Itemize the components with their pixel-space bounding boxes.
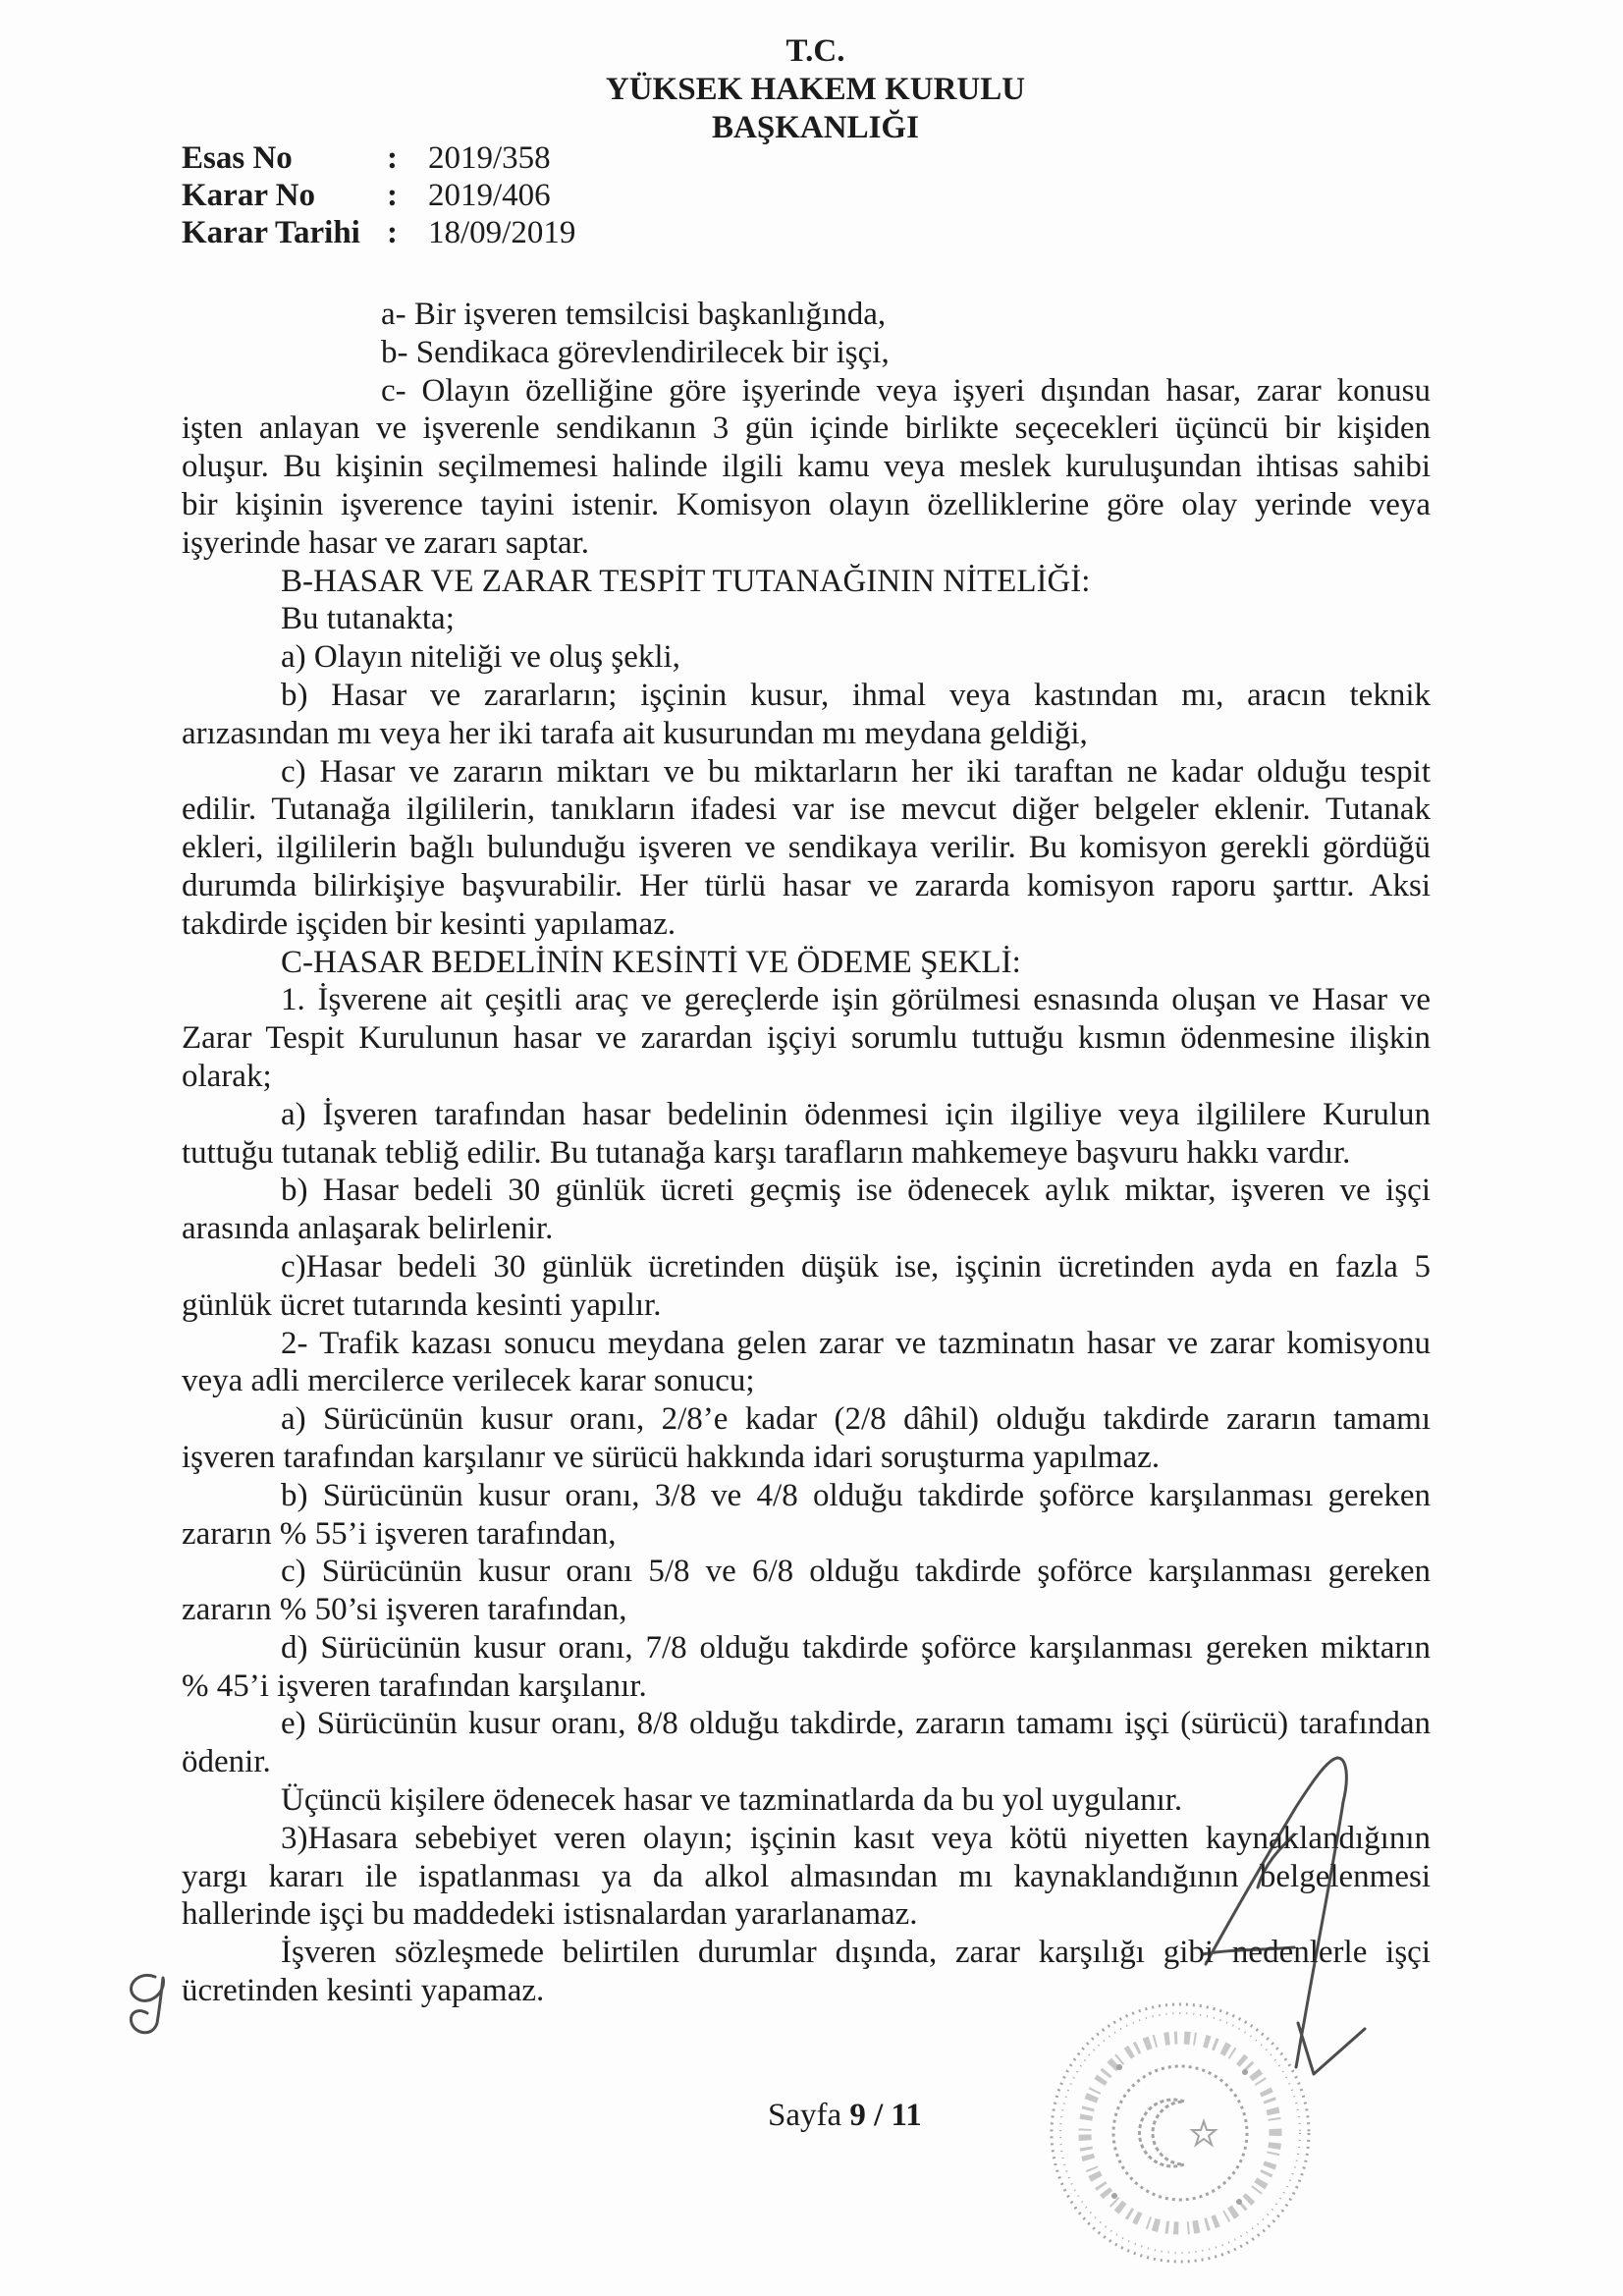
committee-member-a <box>182 296 1431 334</box>
paragraph-line: a- Bir işveren temsilcisi başkanlığında, <box>381 297 887 332</box>
header-institution: YÜKSEK HAKEM KURULU <box>605 72 1026 107</box>
decision-date-row <box>182 214 575 251</box>
section-b-heading <box>182 563 1431 601</box>
decision-number-separator: : <box>387 178 398 213</box>
paragraph-line: c- Olayın özelliğine göre işyerinde veya işyeri dışından hasar, zarar konusu <box>381 372 1431 409</box>
paragraph-line: Üçüncü kişilere ödenecek hasar ve tazminatlarda da bu yol uygulanır. <box>281 1782 1183 1819</box>
paragraph-line: % 45’i işveren tarafından karşılanır. <box>182 1667 647 1704</box>
paragraph-line: oluşur. Bu kişinin seçilmemesi halinde ilgili kamu veya meslek kuruluşundan ihtisas sahibi <box>182 449 1431 485</box>
paragraph-line: b) Hasar ve zararların; işçinin kusur, ihmal veya kastından mı, aracın teknik <box>281 677 1431 713</box>
paragraph-line: veya adli mercilerce verilecek karar sonucu; <box>182 1363 755 1399</box>
paragraph-line: Zarar Tespit Kurulunun hasar ve zarardan işçiyi sorumlu tuttuğu kısmın ödenmesine ilişkin <box>182 1020 1431 1057</box>
paragraph-line: tuttuğu tutanak tebliğ edilir. Bu tutanağa karşı tarafların mahkemeye başvuru hakkı vardır. <box>182 1134 1351 1171</box>
page-number: 9 / 11 <box>849 2098 922 2133</box>
case-number-label: Esas No <box>182 140 293 176</box>
header-country: T.C. <box>785 33 845 69</box>
paragraph-line: e) Sürücünün kusur oranı, 8/8 olduğu takdirde, zararın tamamı işçi (sürücü) tarafından <box>281 1706 1431 1742</box>
paragraph-line: c) Hasar ve zararın miktarı ve bu miktarların her iki taraftan ne kadar olduğu tespit <box>281 753 1431 790</box>
decision-number-value: 2019/406 <box>428 178 551 213</box>
paragraph-line: durumda bilirkişiye başvurabilir. Her türlü hasar ve zararda komisyon raporu şarttır. Aksi <box>182 867 1431 903</box>
clause-1-item-b <box>182 1172 1431 1248</box>
paragraph-line: B-HASAR VE ZARAR TESPİT TUTANAĞININ NİTELİĞİ: <box>281 563 1091 599</box>
clause-2 <box>182 1325 1431 1401</box>
paragraph-line: zararın % 50’si işveren tarafından, <box>182 1592 627 1628</box>
paragraph-line: günlük ücret tutarında kesinti yapılır. <box>182 1286 662 1323</box>
paragraph-line: yargı kararı ile ispatlanması ya da alkol almasından mı kaynaklandığının belgelenmesi <box>182 1858 1431 1894</box>
document-body <box>182 296 1431 2010</box>
paragraph-line: işten anlayan ve işverenle sendikanın 3 gün içinde birlikte seçecekleri üçüncü bir kişiden <box>182 410 1431 447</box>
paragraph-line: ödenir. <box>182 1744 271 1780</box>
paragraph-line: takdirde işçiden bir kesinti yapılamaz. <box>182 905 676 942</box>
institution-header <box>8 32 1623 147</box>
paragraph-line: b) Hasar bedeli 30 günlük ücreti geçmiş ise ödenecek aylık miktar, işveren ve işçi <box>281 1173 1431 1209</box>
clause-2-item-e <box>182 1705 1431 1781</box>
case-number-row <box>182 139 575 177</box>
decision-number-row <box>182 177 575 214</box>
paragraph-line: d) Sürücünün kusur oranı, 7/8 olduğu takdirde şoförce karşılanması gereken miktarın <box>281 1629 1431 1666</box>
paragraph-line: a) Olayın niteliği ve oluş şekli, <box>281 639 680 676</box>
paragraph-line: 3)Hasara sebebiyet veren olayın; işçinin kasıt veya kötü niyetten kaynaklandığının <box>281 1820 1431 1856</box>
initials-paraph <box>131 1975 163 2032</box>
section-b-intro <box>182 600 1431 638</box>
paragraph-line: bir kişinin işverence tayini istenir. Komisyon olayın özelliklerine göre olay yerinde veya <box>182 486 1431 522</box>
header-office: BAŞKANLIĞI <box>712 110 919 145</box>
clause-1 <box>182 981 1431 1095</box>
paragraph-line: işyerinde hasar ve zararı saptar. <box>182 524 590 561</box>
paragraph-line: edilir. Tutanağa ilgililerin, tanıkların ifadesi var ise mevcut diğer belgeler eklenir. Tutanak <box>182 792 1431 828</box>
paragraph-line: zararın % 55’i işveren tarafından, <box>182 1515 617 1552</box>
paragraph-line: b- Sendikaca görevlendirilecek bir işçi, <box>381 334 890 370</box>
report-item-c <box>182 753 1431 944</box>
page-label: Sayfa <box>768 2098 842 2133</box>
clause-2-item-d <box>182 1629 1431 1706</box>
official-seal-stamp <box>1052 2004 1309 2262</box>
paragraph-line: a) Sürücünün kusur oranı, 2/8’e kadar (2/8 dâhil) olduğu takdirde zararın tamamı <box>281 1401 1431 1438</box>
paragraph-line: b) Sürücünün kusur oranı, 3/8 ve 4/8 olduğu takdirde şoförce karşılanması gereken <box>281 1477 1431 1513</box>
committee-member-b <box>182 334 1431 372</box>
paragraph-line: c)Hasar bedeli 30 günlük ücretinden düşük ise, işçinin ücretinden ayda en fazla 5 <box>281 1248 1431 1285</box>
decision-number-label: Karar No <box>182 178 315 213</box>
report-item-a <box>182 638 1431 677</box>
paragraph-line: 1. İşverene ait çeşitli araç ve gereçlerde işin görülmesi esnasında oluşan ve Hasar ve <box>281 982 1431 1018</box>
case-number-separator: : <box>387 140 398 176</box>
report-item-b <box>182 677 1431 753</box>
paragraph-line: işveren tarafından karşılanır ve sürücü hakkında idari soruşturma yapılmaz. <box>182 1439 1161 1475</box>
clause-1-item-c <box>182 1248 1431 1325</box>
paragraph-line: 2- Trafik kazası sonucu meydana gelen zarar ve tazminatın hasar ve zarar komisyonu <box>281 1325 1431 1361</box>
decision-date-separator: : <box>387 215 398 250</box>
section-c-heading <box>182 944 1431 982</box>
paragraph-line: c) Sürücünün kusur oranı 5/8 ve 6/8 olduğu takdirde şoförce karşılanması gereken <box>281 1554 1431 1590</box>
committee-member-c <box>182 372 1431 563</box>
paragraph-line: C-HASAR BEDELİNİN KESİNTİ VE ÖDEME ŞEKLİ: <box>281 944 1021 980</box>
paragraph-line: ücretinden kesinti yapamaz. <box>182 1973 545 2009</box>
case-info <box>182 139 575 251</box>
case-number-value: 2019/358 <box>428 140 551 176</box>
clause-2-item-a <box>182 1400 1431 1477</box>
paragraph-line: İşveren sözleşmede belirtilen durumlar dışında, zarar karşılığı gibi nedenlerle işçi <box>281 1935 1431 1971</box>
clause-2-item-c <box>182 1553 1431 1629</box>
paragraph-line: Bu tutanakta; <box>281 601 455 637</box>
third-party-note <box>182 1781 1431 1820</box>
paragraph-line: arasında anlaşarak belirlenir. <box>182 1211 554 1247</box>
paragraph-line: arızasından mı veya her iki tarafa ait kusurundan mı meydana geldiği, <box>182 715 1088 751</box>
clause-1-item-a <box>182 1096 1431 1173</box>
closing-clause <box>182 1934 1431 2010</box>
paragraph-line: a) İşveren tarafından hasar bedelinin ödenmesi için ilgiliye veya ilgililere Kurulun <box>281 1096 1431 1132</box>
paragraph-line: olarak; <box>182 1058 272 1094</box>
paragraph-line: ekleri, ilgililerin bağlı bulunduğu işveren ve sendikaya verilir. Bu komisyon gerekli gördüğü <box>182 830 1431 866</box>
decision-date-value: 18/09/2019 <box>428 215 576 250</box>
page-footer <box>768 2097 922 2134</box>
decision-date-label: Karar Tarihi <box>182 215 360 250</box>
paragraph-line: hallerinde işçi bu maddedeki istisnalardan yararlanamaz. <box>182 1896 918 1933</box>
clause-2-item-b <box>182 1477 1431 1554</box>
clause-3 <box>182 1820 1431 1934</box>
